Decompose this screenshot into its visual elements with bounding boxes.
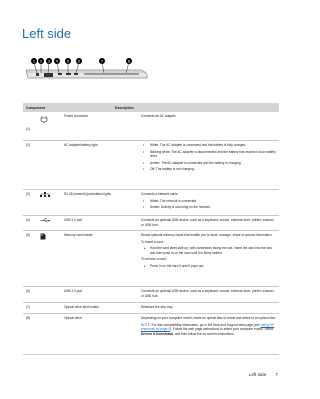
component-description: Connects an optional USB device, such as a keyboard, mouse, external drive, printer, scanner or USB hub. [141,289,274,298]
page-footer [249,372,278,377]
svg-text:5: 5 [66,58,70,64]
table-row [23,231,279,287]
component-name: USB 2.0 port [64,218,83,222]
component-description: Depending on your computer model, reads an optical disc or reads and writes to an optical disc. NOTE: For disc compatibility information, go to the Help and Support web page (see Using HP resources on page 2). Follow the web page instructions to select your computer model. Select Drivers & Downloads, and then follow the on-screen instructions. [141,316,277,336]
table-row [23,303,279,314]
callout-1 [31,58,37,64]
row-number: (4) [26,218,30,222]
table-row [23,141,279,190]
row-number: (7) [26,305,30,309]
component-description: • White: The AC adapter is connected and the battery is fully charged. • Blinking white: The AC adapter is disconnected and the battery has reached a low battery level. • Amber: The AC adapter is connected and the battery is charging. • Off: The battery is not charging. [143,143,276,172]
component-description: Connects an AC adapter. [141,114,177,118]
usb-icon [40,218,50,225]
table-header [23,103,279,112]
laptop-left-side-illustration [24,56,149,82]
row-number: (6) [26,289,30,293]
help-resources-link[interactable]: Using HP resources on page 2 [141,322,275,332]
component-description: Releases the disc tray. [141,305,174,309]
svg-text:7: 7 [100,58,104,64]
component-name: Optical drive [64,316,82,320]
component-name: Memory card reader [64,233,93,237]
component-description: Reads optional memory cards that enable you to store, manage, share or access information. To insert a card: ▲ Hold the card label-side up, with connectors facing the slot, insert the card into the slot, and then push in on the card until it is firmly seated. To remove a card: ▲ Press in on the card it until it pops out. [141,233,273,268]
callout-5 [65,58,71,64]
table-row [23,216,279,231]
component-name: Optical drive eject button [64,305,100,309]
note-label: NOTE: [141,322,151,327]
table-row [23,190,279,216]
row-number: (3) [26,192,30,196]
component-description: Connects a network cable. • White: The network is connected. • Amber: Activity is occurring on the network. [141,192,211,210]
row-number: (5) [26,233,30,237]
table-row [23,112,279,141]
callout-8 [126,58,132,64]
components-table [23,103,279,355]
component-name: AC adapter/battery light [64,143,98,147]
svg-text:6: 6 [77,58,81,64]
power-connector-icon [40,115,48,125]
component-name: RJ-45 (network) jack/status lights [64,192,111,196]
network-icon [40,192,50,200]
table-row [23,314,279,355]
page-number: 7 [275,372,278,377]
page-title: Left side [22,26,72,41]
svg-text:3: 3 [47,58,51,64]
callout-3 [46,58,52,64]
row-number: (2) [26,143,30,147]
row-number: (8) [26,316,30,320]
callout-4 [54,58,60,64]
note-paragraph: NOTE: For disc compatibility information, go to the Help and Support web page (see Using HP resources on page 2). Follow the web page instructions to select your computer model. Select Drivers & Downloads, and then follow the on-screen instructions. [141,322,275,336]
callout-7 [99,58,105,64]
callout-6 [76,58,82,64]
header-component: Component [26,105,45,110]
svg-text:1: 1 [32,58,36,64]
callout-2 [38,58,44,64]
row-number: (1) [26,127,30,131]
svg-text:4: 4 [55,58,59,64]
component-name: Power connector [64,114,88,118]
svg-text:8: 8 [127,58,131,64]
memory-card-icon [40,233,46,242]
header-description: Description [115,105,134,110]
table-row [23,287,279,303]
component-description: Connects an optional USB device, such as a keyboard, mouse, external drive, printer, scanner or USB hub. [141,218,274,227]
svg-text:2: 2 [39,58,43,64]
component-name: USB 3.0 port [64,289,83,293]
footer-label: Left side [248,372,267,377]
